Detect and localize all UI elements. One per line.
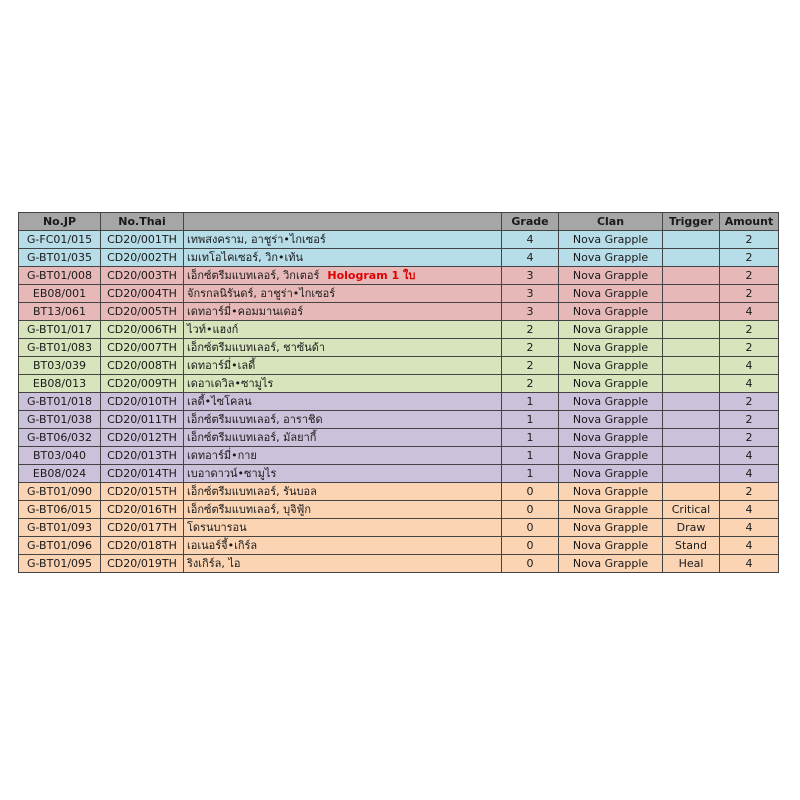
cell-no-jp-text: G-BT01/018 [26, 395, 93, 408]
cell-clan-text: Nova Grapple [572, 413, 649, 426]
cell-no-thai-text: CD20/011TH [107, 413, 177, 426]
cell-clan [559, 519, 663, 537]
cell-trigger [663, 375, 720, 393]
table-row [19, 339, 779, 357]
cell-name-text: เอ็กซ์ตรีมแบทเลอร์, วิกเตอร์ [187, 269, 320, 282]
cell-amount [720, 357, 779, 375]
table-row [19, 465, 779, 483]
cell-name-text: เอ็กซ์ตรีมแบทเลอร์, มัลยากี้ [187, 431, 317, 444]
cell-grade-text: 0 [526, 485, 534, 498]
cell-no-thai-text: CD20/012TH [107, 431, 177, 444]
cell-no-thai-text: CD20/009TH [107, 377, 177, 390]
cell-grade-text: 1 [526, 431, 534, 444]
cell-clan [559, 321, 663, 339]
cell-clan [559, 411, 663, 429]
header-row [19, 213, 779, 231]
cell-amount [720, 303, 779, 321]
cell-name [184, 501, 502, 519]
cell-trigger [663, 339, 720, 357]
cell-name-text: เดทอาร์มี่•คอมมานเดอร์ [187, 305, 304, 318]
header-no-jp: No.JP [19, 213, 101, 231]
cell-name [184, 429, 502, 447]
table-row [19, 285, 779, 303]
cell-name-text: โดรนบารอน [187, 521, 247, 534]
cell-no-thai [101, 375, 184, 393]
cell-amount-text: 4 [745, 521, 753, 534]
cell-trigger [663, 321, 720, 339]
cell-no-jp [19, 411, 101, 429]
cell-no-thai-text: CD20/004TH [107, 287, 177, 300]
cell-grade [502, 339, 559, 357]
cell-grade [502, 303, 559, 321]
cell-no-jp-text: G-BT06/032 [26, 431, 93, 444]
cell-name [184, 483, 502, 501]
cell-no-jp-text: EB08/024 [32, 467, 87, 480]
table-row [19, 303, 779, 321]
cell-name-text: จักรกลนิรันดร์, อาชูร่า•ไกเซอร์ [187, 287, 336, 300]
cell-no-thai-text: CD20/007TH [107, 341, 177, 354]
cell-no-thai [101, 249, 184, 267]
table-row [19, 267, 779, 285]
cell-no-thai-text: CD20/018TH [107, 539, 177, 552]
cell-clan [559, 375, 663, 393]
header-no-thai: No.Thai [101, 213, 184, 231]
table-row [19, 249, 779, 267]
table-body [19, 231, 779, 573]
table-row [19, 519, 779, 537]
cell-trigger [663, 285, 720, 303]
cell-grade-text: 1 [526, 449, 534, 462]
cell-no-jp [19, 501, 101, 519]
cell-name [184, 303, 502, 321]
cell-amount-text: 4 [745, 503, 753, 516]
cell-grade [502, 519, 559, 537]
cell-clan [559, 537, 663, 555]
cell-no-jp-text: G-BT01/008 [26, 269, 93, 282]
cell-no-jp [19, 267, 101, 285]
cell-no-jp [19, 555, 101, 573]
cell-amount [720, 231, 779, 249]
cell-clan [559, 285, 663, 303]
cell-trigger-text: Draw [676, 521, 706, 534]
cell-amount-text: 4 [745, 467, 753, 480]
cell-grade-text: 0 [526, 503, 534, 516]
cell-amount-text: 2 [745, 395, 753, 408]
cell-grade-text: 4 [526, 251, 534, 264]
cell-no-jp [19, 393, 101, 411]
cell-amount-text: 2 [745, 269, 753, 282]
cell-trigger [663, 447, 720, 465]
cell-trigger [663, 429, 720, 447]
cell-no-jp [19, 285, 101, 303]
cell-clan [559, 267, 663, 285]
cell-name [184, 411, 502, 429]
cell-amount [720, 519, 779, 537]
cell-clan-text: Nova Grapple [572, 539, 649, 552]
cell-name [184, 375, 502, 393]
table-row [19, 375, 779, 393]
cell-clan [559, 393, 663, 411]
cell-no-thai-text: CD20/002TH [107, 251, 177, 264]
cell-grade-text: 0 [526, 557, 534, 570]
table-row [19, 393, 779, 411]
cell-name-text: ไวท์•แฮงก์ [187, 323, 239, 336]
cell-grade-text: 3 [526, 269, 534, 282]
cell-name-text: เอเนอร์จี้•เกิร์ล [187, 539, 258, 552]
cell-clan [559, 231, 663, 249]
header-clan: Clan [559, 213, 663, 231]
cell-grade-text: 2 [526, 323, 534, 336]
cell-name-text: เดทอาร์มี่•เลดี้ [187, 359, 256, 372]
cell-grade [502, 465, 559, 483]
cell-amount-text: 4 [745, 449, 753, 462]
cell-no-thai-text: CD20/016TH [107, 503, 177, 516]
cell-no-jp-text: G-BT01/096 [26, 539, 93, 552]
cell-name [184, 339, 502, 357]
cell-clan-text: Nova Grapple [572, 359, 649, 372]
cell-no-thai [101, 303, 184, 321]
cell-name [184, 393, 502, 411]
cell-no-jp [19, 537, 101, 555]
cell-clan-text: Nova Grapple [572, 287, 649, 300]
table-row [19, 447, 779, 465]
cell-no-thai [101, 519, 184, 537]
cell-clan [559, 429, 663, 447]
cell-trigger [663, 411, 720, 429]
cell-trigger [663, 303, 720, 321]
cell-no-thai [101, 393, 184, 411]
cell-amount [720, 537, 779, 555]
cell-amount-text: 2 [745, 431, 753, 444]
cell-amount [720, 375, 779, 393]
cell-grade-text: 3 [526, 305, 534, 318]
cell-name-text: เทพสงคราม, อาชูร่า•ไกเซอร์ [187, 233, 326, 246]
cell-amount-text: 2 [745, 323, 753, 336]
cell-clan-text: Nova Grapple [572, 449, 649, 462]
cell-grade-text: 2 [526, 377, 534, 390]
cell-name-text: เดอาเดวิล•ซามูไร [187, 377, 274, 390]
cell-trigger [663, 555, 720, 573]
table-row [19, 321, 779, 339]
header-name [184, 213, 502, 231]
cell-clan-text: Nova Grapple [572, 233, 649, 246]
cell-trigger-text: Stand [675, 539, 707, 552]
table-row [19, 231, 779, 249]
cell-no-thai [101, 339, 184, 357]
cell-no-thai-text: CD20/001TH [107, 233, 177, 246]
cell-clan-text: Nova Grapple [572, 467, 649, 480]
cell-no-jp-text: BT03/039 [33, 359, 86, 372]
table-row [19, 411, 779, 429]
cell-clan [559, 249, 663, 267]
cell-amount-text: 2 [745, 251, 753, 264]
cell-grade [502, 411, 559, 429]
table-row [19, 429, 779, 447]
cell-no-jp-text: G-BT01/093 [26, 521, 93, 534]
cell-no-thai [101, 321, 184, 339]
cell-no-jp [19, 429, 101, 447]
cell-name-text: เอ็กซ์ตรีมแบทเลอร์, บุจิฟู้ก [187, 503, 312, 516]
cell-no-thai [101, 429, 184, 447]
cell-grade-text: 1 [526, 395, 534, 408]
header-amount: Amount [720, 213, 779, 231]
cell-name-text: ริงเกิร์ล, ไอ [187, 557, 241, 570]
table-row [19, 537, 779, 555]
cell-clan-text: Nova Grapple [572, 269, 649, 282]
cell-name-text: เดทอาร์มี่•กาย [187, 449, 257, 462]
cell-clan [559, 357, 663, 375]
cell-no-thai-text: CD20/013TH [107, 449, 177, 462]
cell-no-thai-text: CD20/010TH [107, 395, 177, 408]
cell-no-jp-text: EB08/013 [32, 377, 87, 390]
cell-amount [720, 429, 779, 447]
card-list-table [18, 212, 779, 573]
cell-grade [502, 231, 559, 249]
table-row [19, 357, 779, 375]
cell-no-jp [19, 321, 101, 339]
cell-no-jp [19, 231, 101, 249]
cell-grade-text: 1 [526, 467, 534, 480]
table-header [19, 213, 779, 231]
cell-clan-text: Nova Grapple [572, 485, 649, 498]
cell-no-jp-text: G-BT06/015 [26, 503, 93, 516]
cell-no-thai-text: CD20/006TH [107, 323, 177, 336]
cell-name [184, 447, 502, 465]
cell-clan-text: Nova Grapple [572, 395, 649, 408]
cell-no-thai-text: CD20/017TH [107, 521, 177, 534]
cell-amount [720, 321, 779, 339]
cell-amount [720, 393, 779, 411]
cell-amount-text: 2 [745, 413, 753, 426]
cell-no-jp-text: G-FC01/015 [26, 233, 93, 246]
cell-grade [502, 357, 559, 375]
cell-no-jp [19, 357, 101, 375]
cell-name [184, 321, 502, 339]
cell-no-jp-text: EB08/001 [32, 287, 87, 300]
cell-clan [559, 555, 663, 573]
cell-name [184, 555, 502, 573]
cell-trigger [663, 537, 720, 555]
cell-amount [720, 501, 779, 519]
cell-name [184, 267, 502, 285]
cell-trigger [663, 519, 720, 537]
cell-no-thai [101, 231, 184, 249]
cell-trigger [663, 231, 720, 249]
cell-trigger [663, 249, 720, 267]
cell-no-jp-text: G-BT01/083 [26, 341, 93, 354]
cell-trigger [663, 393, 720, 411]
cell-no-jp [19, 303, 101, 321]
cell-trigger [663, 267, 720, 285]
cell-amount [720, 411, 779, 429]
cell-name [184, 231, 502, 249]
cell-no-jp [19, 483, 101, 501]
cell-grade [502, 249, 559, 267]
cell-no-jp-text: G-BT01/017 [26, 323, 93, 336]
hologram-note: Hologram 1 ใบ [327, 269, 416, 282]
table-row [19, 555, 779, 573]
cell-trigger [663, 483, 720, 501]
cell-clan [559, 483, 663, 501]
cell-clan-text: Nova Grapple [572, 251, 649, 264]
cell-no-jp-text: BT13/061 [33, 305, 86, 318]
cell-amount-text: 4 [745, 359, 753, 372]
cell-no-thai [101, 411, 184, 429]
cell-no-jp-text: BT03/040 [33, 449, 86, 462]
cell-clan [559, 501, 663, 519]
cell-clan-text: Nova Grapple [572, 341, 649, 354]
cell-trigger-text: Heal [678, 557, 704, 570]
header-grade: Grade [502, 213, 559, 231]
cell-amount-text: 2 [745, 233, 753, 246]
cell-grade [502, 267, 559, 285]
header-trigger: Trigger [663, 213, 720, 231]
cell-no-thai-text: CD20/015TH [107, 485, 177, 498]
cell-grade [502, 429, 559, 447]
cell-no-thai [101, 447, 184, 465]
cell-trigger-text: Critical [671, 503, 711, 516]
cell-grade-text: 0 [526, 539, 534, 552]
cell-trigger [663, 465, 720, 483]
cell-no-thai [101, 483, 184, 501]
cell-clan [559, 303, 663, 321]
cell-no-jp [19, 375, 101, 393]
cell-amount-text: 4 [745, 377, 753, 390]
cell-clan [559, 465, 663, 483]
cell-name-text: เมเทโอไคเซอร์, วิก•เท้น [187, 251, 304, 264]
cell-no-jp [19, 249, 101, 267]
cell-grade [502, 501, 559, 519]
cell-no-thai-text: CD20/019TH [107, 557, 177, 570]
cell-amount-text: 2 [745, 287, 753, 300]
cell-amount-text: 4 [745, 305, 753, 318]
cell-name-text: เอ็กซ์ตรีมแบทเลอร์, ชาซ้นด้า [187, 341, 326, 354]
cell-amount [720, 249, 779, 267]
cell-grade [502, 447, 559, 465]
cell-no-jp [19, 519, 101, 537]
cell-amount [720, 465, 779, 483]
cell-no-jp [19, 339, 101, 357]
cell-name-text: เอ็กซ์ตรีมแบทเลอร์, รันบอล [187, 485, 317, 498]
cell-grade-text: 2 [526, 359, 534, 372]
cell-no-thai-text: CD20/005TH [107, 305, 177, 318]
cell-no-jp-text: G-BT01/038 [26, 413, 93, 426]
cell-name [184, 465, 502, 483]
cell-no-thai [101, 465, 184, 483]
cell-grade [502, 375, 559, 393]
cell-no-thai-text: CD20/003TH [107, 269, 177, 282]
cell-name-text: เอ็กซ์ตรีมแบทเลอร์, อาราชิด [187, 413, 323, 426]
cell-no-jp-text: G-BT01/090 [26, 485, 93, 498]
cell-amount [720, 285, 779, 303]
cell-amount [720, 483, 779, 501]
cell-clan-text: Nova Grapple [572, 431, 649, 444]
cell-grade-text: 2 [526, 341, 534, 354]
cell-clan [559, 447, 663, 465]
cell-no-jp-text: G-BT01/095 [26, 557, 93, 570]
cell-no-thai [101, 537, 184, 555]
cell-grade-text: 1 [526, 413, 534, 426]
cell-clan-text: Nova Grapple [572, 503, 649, 516]
cell-name [184, 285, 502, 303]
cell-clan-text: Nova Grapple [572, 323, 649, 336]
cell-name-text: เบอาดาวน์•ซามูไร [187, 467, 277, 480]
cell-amount [720, 555, 779, 573]
cell-grade [502, 483, 559, 501]
cell-amount-text: 2 [745, 485, 753, 498]
cell-grade [502, 555, 559, 573]
cell-grade-text: 0 [526, 521, 534, 534]
cell-no-jp-text: G-BT01/035 [26, 251, 93, 264]
cell-clan [559, 339, 663, 357]
cell-grade [502, 285, 559, 303]
cell-amount [720, 267, 779, 285]
cell-no-thai-text: CD20/008TH [107, 359, 177, 372]
cell-clan-text: Nova Grapple [572, 305, 649, 318]
table-row [19, 483, 779, 501]
cell-grade-text: 3 [526, 287, 534, 300]
cell-name [184, 249, 502, 267]
cell-amount-text: 2 [745, 341, 753, 354]
table-row [19, 501, 779, 519]
cell-no-jp [19, 447, 101, 465]
cell-amount [720, 339, 779, 357]
cell-grade [502, 321, 559, 339]
cell-amount-text: 4 [745, 539, 753, 552]
cell-clan-text: Nova Grapple [572, 377, 649, 390]
cell-amount-text: 4 [745, 557, 753, 570]
cell-amount [720, 447, 779, 465]
cell-name [184, 537, 502, 555]
cell-clan-text: Nova Grapple [572, 557, 649, 570]
cell-no-thai-text: CD20/014TH [107, 467, 177, 480]
cell-name [184, 357, 502, 375]
cell-clan-text: Nova Grapple [572, 521, 649, 534]
cell-no-thai [101, 357, 184, 375]
cell-grade [502, 537, 559, 555]
cell-no-thai [101, 501, 184, 519]
cell-name [184, 519, 502, 537]
cell-no-thai [101, 267, 184, 285]
cell-trigger [663, 501, 720, 519]
cell-grade-text: 4 [526, 233, 534, 246]
cell-trigger [663, 357, 720, 375]
cell-name-text: เลดี้•ไซโคลน [187, 395, 252, 408]
cell-no-thai [101, 555, 184, 573]
cell-no-jp [19, 465, 101, 483]
cell-no-thai [101, 285, 184, 303]
cell-grade [502, 393, 559, 411]
